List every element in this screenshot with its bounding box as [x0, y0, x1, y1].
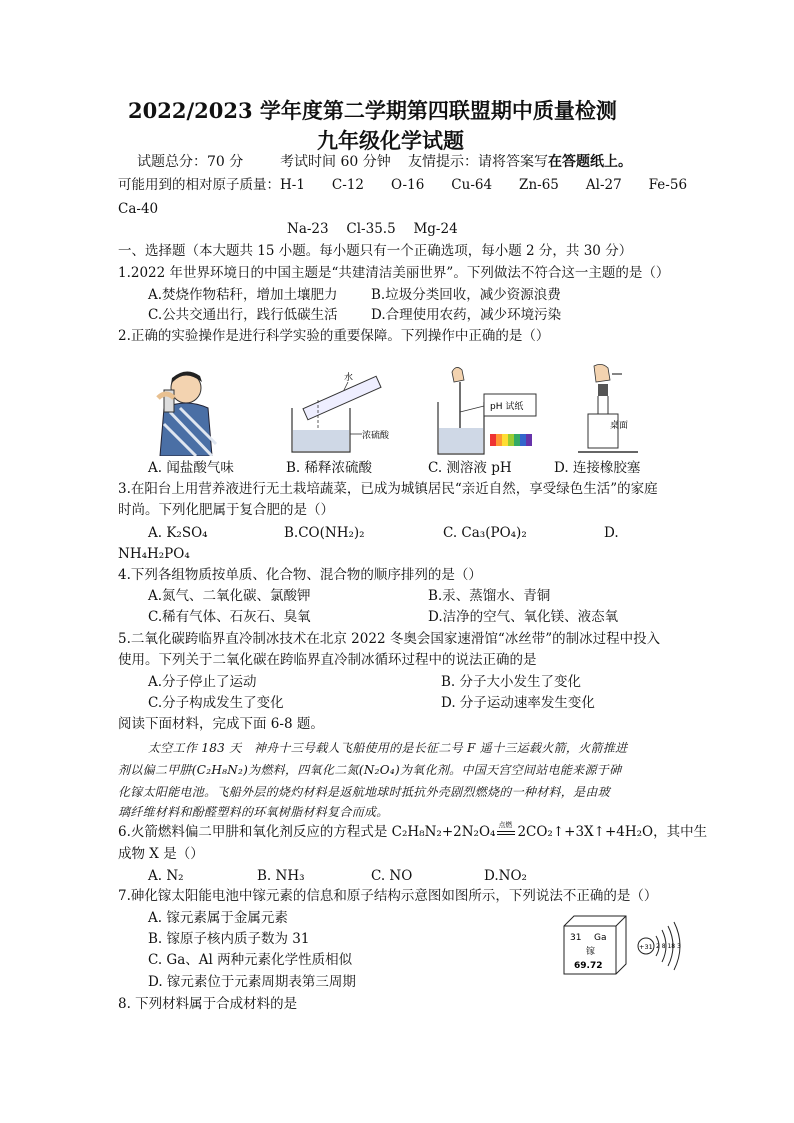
q7-option-a: A. 镓元素属于金属元素 — [148, 910, 288, 926]
q4-option-d: D.洁净的空气、氧化镁、液态氧 — [428, 609, 619, 625]
page-title: 2022/2023 学年度第二学期第四联盟期中质量检测 — [128, 98, 617, 123]
passage-line-2: 剂以偏二甲肼(C₂H₈N₂)为燃料，四氧化二氮(N₂O₄)为氧化剂。中国天宫空间站电能来源于砷 — [118, 763, 622, 777]
passage-line-3: 化镓太阳能电池。飞船外层的烧灼材料是返航地球时抵抗外壳剧烈燃烧的一种材料，是由玻 — [118, 785, 611, 799]
electron-shells: 2 8 18 3 — [656, 943, 681, 950]
q6-stem-prefix: 6.火箭燃料偏二甲肼和氧化剂反应的方程式是 C₂H₈N₂+2N₂O₄ — [118, 824, 496, 840]
nucleus-charge: +31 — [639, 943, 653, 951]
q3-option-a: A. K₂SO₄ — [148, 525, 208, 541]
q1-option-c: C.公共交通出行，践行低碳生活 — [148, 307, 338, 323]
q1-stem: 1.2022 年世界环境日的中国主题是“共建清洁美丽世界”。下列做法不符合这一主题的是（） — [118, 265, 670, 281]
q3-option-c: C. Ca₃(PO₄)₂ — [443, 525, 527, 541]
section-heading: 一、选择题（本大题共 15 小题。每小题只有一个正确选项，每小题 2 分，共 30 分） — [118, 243, 633, 259]
q5-option-c: C.分子构成发生了变化 — [148, 695, 284, 711]
fig-acid-label: 浓硫酸 — [362, 431, 390, 441]
fig-desk-label: 桌面 — [610, 421, 629, 431]
meta-tip — [408, 153, 632, 171]
q1-option-a: A.焚烧作物秸秆，增加土壤肥力 — [148, 287, 338, 303]
passage-line-1: 太空工作 183 天 神舟十三号载人飞船使用的是长征二号 F 遥十三运载火箭，火箭推进 — [148, 741, 628, 755]
q2-option-d: D. 连接橡胶塞 — [554, 460, 641, 476]
q5-option-a: A.分子停止了运动 — [148, 674, 257, 690]
q4-stem: 4.下列各组物质按单质、化合物、混合物的顺序排列的是（） — [118, 567, 482, 583]
q6-option-b: B. NH₃ — [257, 868, 305, 884]
q5-stem-line1: 5.二氧化碳跨临界直冷制冰技术在北京 2022 冬奥会国家速滑馆“冰丝带”的制冰过程中投入 — [118, 631, 661, 647]
q6-stem-suffix: 2CO₂↑+3X↑+4H₂O，其中生 — [517, 824, 708, 840]
q2-option-a: A. 闻盐酸气味 — [148, 460, 234, 476]
passage-line-4: 璃纤维材料和酚醛塑料的环氧树脂材料复合而成。 — [118, 805, 389, 819]
element-cell — [560, 914, 630, 976]
element-name: 镓 — [586, 947, 596, 957]
q2-option-c: C. 测溶液 pH — [428, 460, 512, 476]
q2-option-b: B. 稀释浓硫酸 — [286, 460, 373, 476]
q1-option-b: B.垃圾分类回收，减少资源浪费 — [371, 287, 561, 303]
meta-total: 试题总分：70 分 — [137, 154, 244, 170]
q5-option-d: D. 分子运动速率发生变化 — [441, 695, 595, 711]
q8-stem: 8. 下列材料属于合成材料的是 — [118, 996, 298, 1012]
element-number: 31 — [570, 933, 582, 943]
q4-option-c: C.稀有气体、石灰石、臭氧 — [148, 609, 311, 625]
atomic-mass-ca: Ca-40 — [118, 201, 159, 217]
meta-tip-text: 友情提示：请将答案写 — [408, 154, 548, 170]
element-symbol: Ga — [594, 933, 607, 943]
atom-structure-diagram — [634, 918, 692, 974]
meta-tip-bold: 在答题纸上。 — [548, 154, 632, 170]
q1-option-d: D.合理使用农药，减少环境污染 — [371, 307, 562, 323]
q3-stem-line2: 时尚。下列化肥属于复合肥的是（） — [118, 502, 334, 518]
reaction-arrow — [495, 823, 517, 841]
smelling-figure — [150, 368, 220, 456]
fig-water-label: 水 — [344, 373, 354, 383]
q6-stem-line2: 成物 X 是（） — [118, 846, 204, 862]
q4-option-a: A.氮气、二氧化碳、氯酸钾 — [148, 588, 311, 604]
page-subtitle: 九年级化学试题 — [317, 128, 464, 153]
q2-stem: 2.正确的实验操作是进行科学实验的重要保障。下列操作中正确的是（） — [118, 328, 550, 344]
fig-ph-label: pH 试纸 — [490, 402, 524, 412]
q5-stem-line2: 使用。下列关于二氧化碳在跨临界直冷制冰循环过程中的说法正确的是 — [118, 652, 537, 668]
meta-time: 考试时间 60 分钟 — [280, 154, 391, 170]
atomic-mass-line2: Na-23 Cl-35.5 Mg-24 — [287, 221, 458, 237]
q6-option-d: D.NO₂ — [484, 868, 527, 884]
reading-intro: 阅读下面材料，完成下面 6-8 题。 — [118, 716, 324, 732]
ph-test-figure — [430, 364, 540, 458]
q3-option-d: NH₄H₂PO₄ — [118, 546, 190, 562]
q4-option-b: B.汞、蒸馏水、青铜 — [428, 588, 551, 604]
q7-option-d: D. 镓元素位于元素周期表第三周期 — [148, 974, 356, 990]
q7-stem: 7.砷化镓太阳能电池中镓元素的信息和原子结构示意图如图所示，下列说法不正确的是（） — [118, 888, 658, 904]
q7-option-b: B. 镓原子核内质子数为 31 — [148, 931, 310, 947]
q6-option-a: A. N₂ — [148, 868, 184, 884]
q3-option-b: B.CO(NH₂)₂ — [284, 525, 365, 541]
atomic-mass-line: 可能用到的相对原子质量：H-1 C-12 O-16 Cu-64 Zn-65 Al-27 Fe-56 — [118, 177, 688, 193]
q6-option-c: C. NO — [371, 868, 413, 884]
stopper-figure — [568, 362, 648, 458]
dilution-figure — [282, 368, 402, 456]
element-mass: 69.72 — [574, 961, 603, 971]
q3-stem-line1: 3.在阳台上用营养液进行无土栽培蔬菜，已成为城镇居民“亲近自然，享受绿色生活”的家庭 — [118, 481, 658, 497]
q3-option-d-label: D. — [604, 525, 619, 541]
q7-option-c: C. Ga、Al 两种元素化学性质相似 — [148, 952, 353, 968]
q5-option-b: B. 分子大小发生了变化 — [441, 674, 582, 690]
reaction-condition: 点燃 — [498, 821, 513, 829]
q6-stem — [118, 823, 707, 841]
